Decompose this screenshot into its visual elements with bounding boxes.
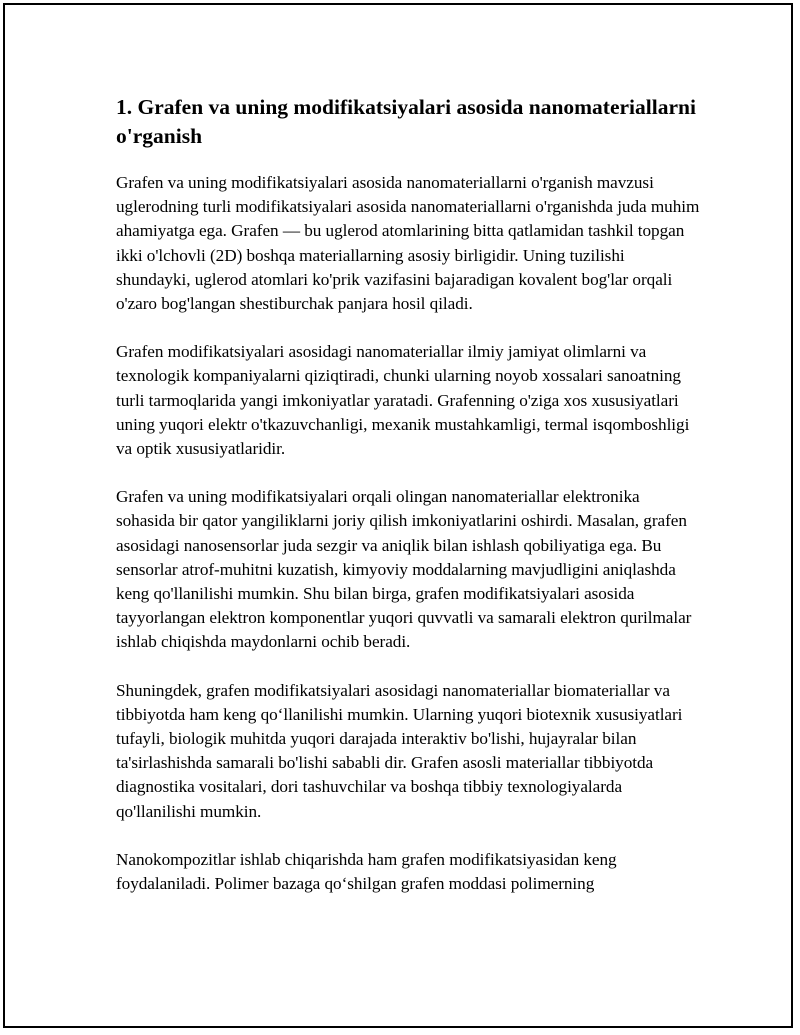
section-heading: 1. Grafen va uning modifikatsiyalari asosida nanomateriallarni o'rganish [116, 95, 696, 148]
paragraph-properties: Grafen modifikatsiyalari asosidagi nanomateriallar ilmiy jamiyat olimlarni va texnologik kompaniyalarni qiziqtiradi, chunki ularning noyob xossalari sanoatning turli tarmoqlarida yangi imkoniyatlar yaratadi. Grafenning o'ziga xos xususiyatlari uning yuqori elektr o'tkazuvchanligi, mexanik mustahkamligi, termal isqomboshligi va optik xususiyatlaridir. [116, 342, 690, 459]
paragraph-electronics: Grafen va uning modifikatsiyalari orqali olingan nanomateriallar elektronika sohasida bir qator yangiliklarni joriy qilish imkoniyatlarini oshirdi. Masalan, grafen asosidagi nanosensorlar juda sezgir va aniqlik bilan ishlash qobiliyatiga ega. Bu sensorlar atrof-muhitni kuzatish, kimyoviy moddalarning mavjudligini aniqlashda keng qo'llanilishi mumkin. Shu bilan birga, grafen modifikatsiyalari asosida tayyorlangan elektron komponentlar yuqori quvvatli va samarali elektron qurilmalar ishlab chiqishda maydonlarni ochib beradi. [116, 487, 692, 652]
document-body [116, 93, 701, 920]
paragraph-biomedicine: Shuningdek, grafen modifikatsiyalari asosidagi nanomateriallar biomateriallar va tibbiyotda ham keng qo‘llanilishi mumkin. Ularning yuqori biotexnik xususiyatlari tufayli, biologik muhitda yuqori darajada interaktiv bo'lishi, hujayralar bilan ta'sirlashishda samarali bo'lishi sababli dir. Grafen asosli materiallar tibbiyotda diagnostika vositalari, dori tashuvchilar va boshqa tibbiy texnologiyalarda qo'llanilishi mumkin. [116, 680, 683, 821]
paragraph-nanocomposites: Nanokompozitlar ishlab chiqarishda ham grafen modifikatsiyasidan keng foydalaniladi. Polimer bazaga qo‘shilgan grafen moddasi polimerning [116, 849, 617, 894]
paragraph-intro: Grafen va uning modifikatsiyalari asosida nanomateriallarni o'rganish mavzusi uglerodning turli modifikatsiyalari asosida nanomateriallarni o'rganishda juda muhim ahamiyatga ega. Grafen — bu uglerod atomlarining bitta qatlamidan tashkil topgan ikki o'lchovli (2D) boshqa materiallarning asosiy birligidir. Uning tuzilishi shundayki, uglerod atomlari ko'prik vazifasini bajaradigan kovalent bog'lar orqali o'zaro bog'langan shestiburchak panjara hosil qiladi. [116, 173, 700, 314]
